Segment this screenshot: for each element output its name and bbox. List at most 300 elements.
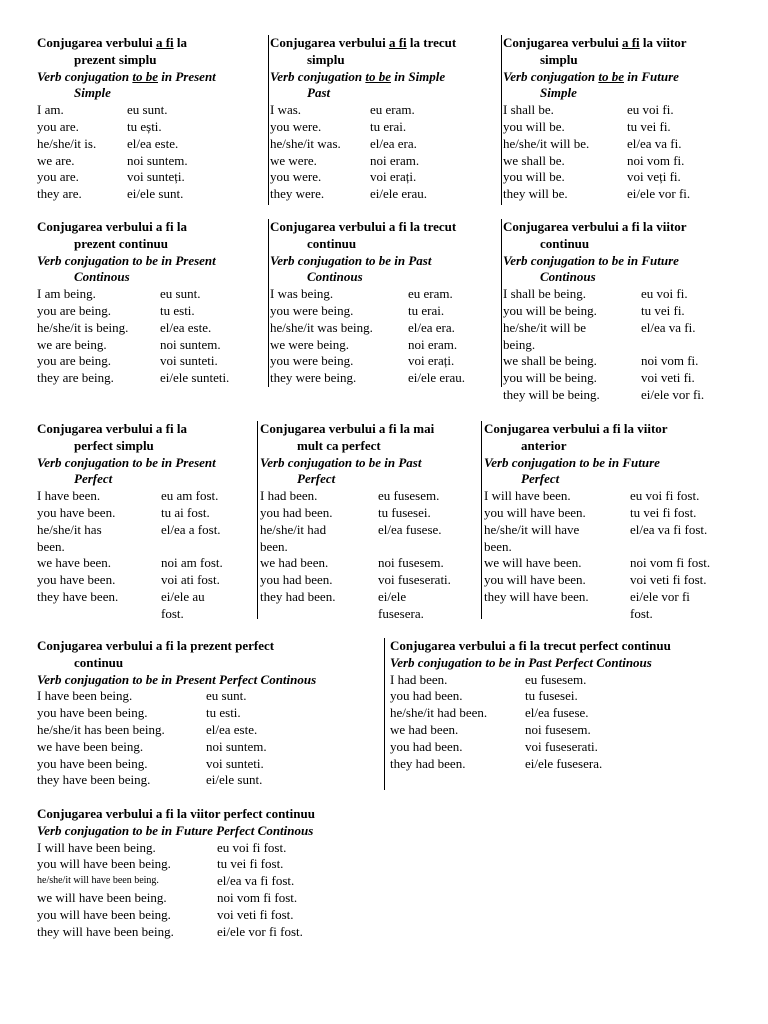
conjugation-row bbox=[37, 555, 255, 572]
conjugation-row bbox=[503, 286, 731, 303]
title-text-end: la bbox=[173, 35, 188, 50]
english-form: you are. bbox=[37, 118, 79, 134]
conjugation-row bbox=[260, 539, 478, 556]
title-text-end: la trecut bbox=[406, 35, 457, 50]
conjugation-row bbox=[37, 169, 265, 186]
section-title bbox=[260, 421, 478, 455]
romanian-form: noi am fost. bbox=[161, 555, 223, 571]
conjugation-row bbox=[37, 722, 377, 739]
conjugation-row bbox=[260, 589, 478, 606]
conjugation-row bbox=[260, 555, 478, 572]
conjugation-row bbox=[37, 522, 255, 539]
romanian-form: ei/ele fusesera. bbox=[525, 755, 603, 771]
romanian-form: ei/ele sunt. bbox=[127, 186, 184, 202]
section-subtitle bbox=[503, 253, 731, 287]
romanian-form: ei/ele au bbox=[161, 588, 205, 604]
romanian-form: ei/ele bbox=[378, 588, 407, 604]
conjugation-block-present-continuous bbox=[37, 219, 265, 387]
romanian-form: eu fusesem. bbox=[525, 671, 587, 687]
romanian-form: ei/ele erau. bbox=[408, 370, 466, 386]
subtitle-text: Verb conjugation to be in Future bbox=[484, 454, 660, 470]
section-title bbox=[37, 806, 377, 823]
conjugation-row bbox=[503, 370, 731, 387]
conjugation-row bbox=[37, 705, 377, 722]
subtitle-text: Verb conjugation bbox=[37, 68, 133, 84]
romanian-form: el/ea fusese. bbox=[378, 521, 442, 537]
section-title bbox=[37, 35, 265, 69]
english-form: they have been being. bbox=[37, 772, 151, 788]
conjugation-row bbox=[390, 672, 730, 689]
conjugation-row bbox=[484, 555, 728, 572]
english-form: you will be being. bbox=[503, 302, 597, 318]
english-form: we will have been. bbox=[484, 555, 582, 571]
section-title bbox=[37, 638, 377, 672]
english-form: I had been. bbox=[390, 671, 448, 687]
romanian-form: tu ai fost. bbox=[161, 504, 210, 520]
conjugation-block-past-perfect-continuous bbox=[390, 638, 730, 772]
conjugation-row bbox=[37, 873, 377, 890]
romanian-form: eu sunt. bbox=[127, 102, 168, 118]
english-form: we are being. bbox=[37, 336, 107, 352]
section-subtitle bbox=[37, 455, 255, 489]
subtitle-text: Verb conjugation to be in Future Perfect Continous bbox=[37, 822, 314, 838]
conjugation-row bbox=[37, 756, 377, 773]
section-subtitle bbox=[270, 253, 498, 287]
romanian-form: eu eram. bbox=[408, 286, 453, 302]
conjugation-row bbox=[37, 539, 255, 556]
romanian-form: fost. bbox=[161, 605, 184, 621]
english-form: I will have been being. bbox=[37, 839, 156, 855]
conjugation-block-future-continuous bbox=[503, 219, 731, 404]
subtitle-underlined: to be bbox=[132, 68, 158, 84]
conjugation-row bbox=[37, 907, 377, 924]
title-text: Conjugarea verbului bbox=[37, 35, 156, 50]
romanian-form: fost. bbox=[630, 605, 653, 621]
title-underlined: a fi bbox=[388, 35, 407, 50]
romanian-form: el/ea va fi. bbox=[641, 319, 696, 335]
romanian-form: el/ea va fi. bbox=[627, 135, 682, 151]
subtitle-continuation: Perfect bbox=[74, 471, 113, 487]
title-text-end: la viitor bbox=[639, 35, 687, 50]
subtitle-text: Verb conjugation to be in Future bbox=[503, 252, 679, 268]
conjugation-row bbox=[484, 505, 728, 522]
section-subtitle bbox=[37, 69, 265, 103]
english-form: he/she/it was being. bbox=[270, 319, 373, 335]
english-form: we shall be. bbox=[503, 152, 565, 168]
title-text: Conjugarea verbului bbox=[503, 35, 622, 50]
title-continuation: prezent simplu bbox=[74, 51, 157, 67]
romanian-form: voi sunteți. bbox=[127, 169, 185, 185]
romanian-form: eu sunt. bbox=[160, 286, 201, 302]
subtitle-continuation: Past bbox=[307, 85, 331, 101]
conjugation-row bbox=[270, 136, 498, 153]
conjugation-row bbox=[484, 589, 728, 606]
conjugation-row bbox=[260, 505, 478, 522]
english-form: they had been. bbox=[390, 755, 466, 771]
conjugation-row bbox=[503, 303, 731, 320]
english-form: he/she/it will be bbox=[503, 319, 587, 335]
english-form: you will have been being. bbox=[37, 856, 171, 872]
romanian-form: el/ea este. bbox=[206, 721, 258, 737]
english-form: they will be being. bbox=[503, 386, 600, 402]
section-subtitle bbox=[260, 455, 478, 489]
conjugation-row bbox=[503, 337, 731, 354]
romanian-form: eu fusesem. bbox=[378, 488, 440, 504]
romanian-form: ei/ele vor fi. bbox=[627, 186, 691, 202]
conjugation-row bbox=[37, 924, 377, 941]
title-continuation: continuu bbox=[540, 235, 590, 251]
conjugation-row bbox=[37, 153, 265, 170]
section-subtitle bbox=[37, 253, 265, 287]
english-form: they are. bbox=[37, 186, 82, 202]
english-form: we shall be being. bbox=[503, 353, 597, 369]
conjugation-row bbox=[37, 505, 255, 522]
english-form: we had been. bbox=[390, 721, 459, 737]
romanian-form: ei/ele sunteti. bbox=[160, 370, 230, 386]
romanian-form: voi erați. bbox=[370, 169, 417, 185]
conjugation-row bbox=[270, 370, 498, 387]
column-divider bbox=[257, 421, 258, 619]
title-text: Conjugarea verbului a fi la bbox=[37, 219, 187, 234]
conjugation-block-past-perfect bbox=[260, 421, 478, 623]
conjugation-row bbox=[260, 522, 478, 539]
english-form: they will have been. bbox=[484, 588, 589, 604]
title-underlined: a fi bbox=[155, 35, 174, 50]
conjugation-row bbox=[37, 286, 265, 303]
english-form: we will have been being. bbox=[37, 889, 167, 905]
subtitle-continuation: Continous bbox=[540, 269, 596, 285]
conjugation-row bbox=[37, 739, 377, 756]
english-form: I was. bbox=[270, 102, 302, 118]
romanian-form: ei/ele vor fi. bbox=[641, 386, 705, 402]
romanian-form: noi vom fi. bbox=[641, 353, 699, 369]
title-text: Conjugarea verbului a fi la prezent perfect bbox=[37, 638, 275, 653]
romanian-form: voi ati fost. bbox=[161, 572, 220, 588]
romanian-form: eu am fost. bbox=[161, 488, 219, 504]
conjugation-block-future-simple bbox=[503, 35, 731, 203]
english-form: I have been being. bbox=[37, 688, 133, 704]
title-text: Conjugarea verbului a fi la trecut bbox=[270, 219, 457, 234]
english-form: you were. bbox=[270, 118, 322, 134]
column-divider bbox=[501, 35, 502, 205]
title-continuation: mult ca perfect bbox=[297, 437, 381, 453]
conjugation-row bbox=[270, 153, 498, 170]
english-form: you will be being. bbox=[503, 370, 597, 386]
title-text: Conjugarea verbului a fi la viitor bbox=[484, 421, 668, 436]
conjugation-row bbox=[37, 337, 265, 354]
romanian-form: noi fusesem. bbox=[525, 721, 591, 737]
romanian-form: noi eram. bbox=[408, 336, 458, 352]
title-continuation: simplu bbox=[307, 51, 345, 67]
romanian-form: noi vom fi fost. bbox=[217, 889, 298, 905]
subtitle-continuation: Continous bbox=[74, 269, 130, 285]
english-form: you are being. bbox=[37, 353, 112, 369]
english-form: been. bbox=[484, 538, 512, 554]
romanian-form: eu voi fi. bbox=[627, 102, 674, 118]
english-form: I am. bbox=[37, 102, 64, 118]
conjugation-row bbox=[503, 186, 731, 203]
romanian-form: ei/ele sunt. bbox=[206, 772, 263, 788]
subtitle-text: Verb conjugation to be in Present Perfect Continous bbox=[37, 671, 317, 687]
conjugation-row bbox=[270, 303, 498, 320]
romanian-form: noi eram. bbox=[370, 152, 420, 168]
conjugation-row bbox=[37, 606, 255, 623]
romanian-form: tu vei fi fost. bbox=[217, 856, 284, 872]
romanian-form: tu vei fi. bbox=[641, 302, 685, 318]
column-divider bbox=[481, 421, 482, 619]
conjugation-row bbox=[37, 856, 377, 873]
conjugation-row bbox=[270, 186, 498, 203]
romanian-form: tu erai. bbox=[370, 118, 407, 134]
romanian-form: fusesera. bbox=[378, 605, 424, 621]
conjugation-row bbox=[270, 286, 498, 303]
conjugation-row bbox=[503, 119, 731, 136]
english-form: you are being. bbox=[37, 302, 112, 318]
conjugation-row bbox=[503, 353, 731, 370]
subtitle-continuation: Continous bbox=[307, 269, 363, 285]
conjugation-row bbox=[390, 756, 730, 773]
english-form: we are. bbox=[37, 152, 75, 168]
english-form: I had been. bbox=[260, 488, 318, 504]
romanian-form: noi vom fi fost. bbox=[630, 555, 711, 571]
english-form: you were being. bbox=[270, 353, 354, 369]
english-form: he/she/it had bbox=[260, 521, 327, 537]
english-form: he/she/it has bbox=[37, 521, 102, 537]
romanian-form: el/ea a fost. bbox=[161, 521, 221, 537]
romanian-form: tu esti. bbox=[206, 705, 241, 721]
title-continuation: continuu bbox=[307, 235, 357, 251]
english-form: you are. bbox=[37, 169, 79, 185]
romanian-form: noi suntem. bbox=[160, 336, 221, 352]
romanian-form: el/ea va fi fost. bbox=[630, 521, 708, 537]
english-form: he/she/it had been. bbox=[390, 705, 488, 721]
conjugation-row bbox=[270, 119, 498, 136]
english-form: I was being. bbox=[270, 286, 334, 302]
conjugation-row bbox=[390, 688, 730, 705]
conjugation-row bbox=[270, 102, 498, 119]
conjugation-row bbox=[484, 522, 728, 539]
conjugation-row bbox=[260, 488, 478, 505]
english-form: you were being. bbox=[270, 302, 354, 318]
subtitle-text: Verb conjugation to be in Present bbox=[37, 252, 216, 268]
subtitle-text: Verb conjugation to be in Past Perfect Continous bbox=[390, 654, 652, 670]
subtitle-text: Verb conjugation bbox=[270, 68, 366, 84]
english-form: we have been. bbox=[37, 555, 111, 571]
romanian-form: tu vei fi fost. bbox=[630, 504, 697, 520]
title-continuation: simplu bbox=[540, 51, 578, 67]
section-title bbox=[270, 219, 498, 253]
conjugation-row bbox=[484, 572, 728, 589]
english-form: been. bbox=[260, 538, 288, 554]
romanian-form: noi vom fi. bbox=[627, 152, 685, 168]
conjugation-row bbox=[390, 739, 730, 756]
romanian-form: voi sunteti. bbox=[160, 353, 218, 369]
subtitle-text: Verb conjugation to be in Past bbox=[260, 454, 422, 470]
section-title bbox=[390, 638, 730, 655]
conjugation-row bbox=[37, 370, 265, 387]
english-form: I am being. bbox=[37, 286, 96, 302]
column-divider bbox=[268, 219, 269, 387]
english-form: you will be. bbox=[503, 118, 565, 134]
section-title bbox=[37, 219, 265, 253]
title-continuation: perfect simplu bbox=[74, 437, 154, 453]
romanian-form: eu sunt. bbox=[206, 688, 247, 704]
conjugation-row bbox=[37, 186, 265, 203]
conjugation-row bbox=[503, 169, 731, 186]
section-title bbox=[503, 35, 731, 69]
title-text: Conjugarea verbului a fi la viitor perfect continuu bbox=[37, 806, 315, 821]
english-form: they have been. bbox=[37, 588, 119, 604]
english-form: he/she/it is. bbox=[37, 135, 97, 151]
romanian-form: noi fusesem. bbox=[378, 555, 444, 571]
english-form: we were. bbox=[270, 152, 317, 168]
english-form bbox=[260, 606, 378, 623]
english-form: I shall be. bbox=[503, 102, 554, 118]
romanian-form: voi sunteti. bbox=[206, 755, 264, 771]
conjugation-row bbox=[503, 387, 731, 404]
english-form: you had been. bbox=[390, 738, 463, 754]
english-form: they were being. bbox=[270, 370, 357, 386]
column-divider bbox=[268, 35, 269, 205]
english-form: you have been. bbox=[37, 572, 116, 588]
romanian-form: eu eram. bbox=[370, 102, 415, 118]
english-form: he/she/it will have bbox=[484, 521, 580, 537]
english-form: they will be. bbox=[503, 186, 568, 202]
conjugation-block-past-simple bbox=[270, 35, 498, 203]
conjugation-row bbox=[37, 119, 265, 136]
english-form: we were being. bbox=[270, 336, 350, 352]
subtitle-underlined: to be bbox=[365, 68, 391, 84]
conjugation-row bbox=[37, 488, 255, 505]
romanian-form: eu voi fi. bbox=[641, 286, 688, 302]
english-form: he/she/it was. bbox=[270, 135, 341, 151]
romanian-form: eu voi fi fost. bbox=[217, 839, 287, 855]
title-text: Conjugarea verbului a fi la viitor bbox=[503, 219, 687, 234]
title-text: Conjugarea verbului a fi la trecut perfect continuu bbox=[390, 638, 671, 653]
romanian-form: tu fusesei. bbox=[525, 688, 578, 704]
conjugation-row bbox=[260, 606, 478, 623]
conjugation-block-future-perfect bbox=[484, 421, 728, 623]
conjugation-row bbox=[270, 169, 498, 186]
conjugation-block-present-perfect bbox=[37, 421, 255, 623]
conjugation-row bbox=[37, 303, 265, 320]
subtitle-continuation: Perfect bbox=[521, 471, 560, 487]
romanian-form: tu vei fi. bbox=[627, 118, 671, 134]
romanian-form: voi veți fi. bbox=[627, 169, 681, 185]
conjugation-row bbox=[260, 572, 478, 589]
title-continuation: continuu bbox=[74, 654, 124, 670]
conjugation-row bbox=[37, 772, 377, 789]
conjugation-block-future-perfect-continuous bbox=[37, 806, 377, 940]
conjugation-row bbox=[484, 539, 728, 556]
section-title bbox=[37, 421, 255, 455]
english-form: you have been being. bbox=[37, 755, 148, 771]
title-continuation: prezent continuu bbox=[74, 235, 169, 251]
romanian-form: el/ea era. bbox=[370, 135, 417, 151]
subtitle-continuation: Perfect bbox=[297, 471, 336, 487]
romanian-form: el/ea fusese. bbox=[525, 705, 589, 721]
subtitle-text: Verb conjugation to be in Past bbox=[270, 252, 432, 268]
section-subtitle bbox=[37, 672, 377, 689]
conjugation-row bbox=[37, 320, 265, 337]
english-form bbox=[37, 606, 161, 623]
section-title bbox=[270, 35, 498, 69]
section-subtitle bbox=[390, 655, 730, 672]
english-form: you had been. bbox=[260, 572, 333, 588]
romanian-form: tu fusesei. bbox=[378, 504, 431, 520]
subtitle-underlined: to be bbox=[598, 68, 624, 84]
conjugation-row bbox=[37, 102, 265, 119]
english-form: you will have been. bbox=[484, 504, 586, 520]
romanian-form: voi veti fi fost. bbox=[630, 572, 707, 588]
section-subtitle bbox=[37, 823, 377, 840]
conjugation-row bbox=[503, 102, 731, 119]
english-form: you will be. bbox=[503, 169, 565, 185]
english-form: they are being. bbox=[37, 370, 114, 386]
romanian-form: el/ea va fi fost. bbox=[217, 873, 295, 889]
conjugation-block-past-continuous bbox=[270, 219, 498, 387]
romanian-form: voi erați. bbox=[408, 353, 455, 369]
english-form: you will have been. bbox=[484, 572, 586, 588]
romanian-form: ei/ele vor fi fost. bbox=[217, 923, 303, 939]
english-form: I shall be being. bbox=[503, 286, 587, 302]
english-form: I have been. bbox=[37, 488, 101, 504]
english-form: being. bbox=[503, 336, 536, 352]
romanian-form: voi fuseserati. bbox=[378, 572, 451, 588]
conjugation-row bbox=[390, 722, 730, 739]
romanian-form: el/ea era. bbox=[408, 319, 455, 335]
english-form bbox=[484, 606, 630, 623]
english-form: we have been being. bbox=[37, 738, 144, 754]
conjugation-row bbox=[484, 606, 728, 623]
conjugation-row bbox=[37, 572, 255, 589]
title-underlined: a fi bbox=[621, 35, 640, 50]
conjugation-row bbox=[37, 136, 265, 153]
romanian-form: tu erai. bbox=[408, 302, 445, 318]
english-form: he/she/it is being. bbox=[37, 319, 129, 335]
subtitle-text-end: in Present bbox=[158, 68, 216, 84]
english-form: you have been being. bbox=[37, 705, 148, 721]
romanian-form: ei/ele erau. bbox=[370, 186, 428, 202]
title-text: Conjugarea verbului bbox=[270, 35, 389, 50]
conjugation-row bbox=[37, 589, 255, 606]
english-form: we had been. bbox=[260, 555, 329, 571]
conjugation-row bbox=[503, 320, 731, 337]
conjugation-block-present-simple bbox=[37, 35, 265, 203]
subtitle-text-end: in Future bbox=[624, 68, 679, 84]
english-form: he/she/it will be. bbox=[503, 135, 590, 151]
conjugation-row bbox=[37, 688, 377, 705]
conjugation-row bbox=[390, 705, 730, 722]
section-subtitle bbox=[484, 455, 728, 489]
conjugation-block-present-perfect-continuous bbox=[37, 638, 377, 789]
romanian-form: el/ea este. bbox=[127, 135, 179, 151]
conjugation-row bbox=[270, 353, 498, 370]
romanian-form: tu esti. bbox=[160, 302, 195, 318]
subtitle-text: Verb conjugation bbox=[503, 68, 599, 84]
column-divider bbox=[501, 219, 502, 387]
conjugation-row bbox=[484, 488, 728, 505]
conjugation-row bbox=[503, 153, 731, 170]
english-form: you have been. bbox=[37, 504, 116, 520]
romanian-form: voi fuseserati. bbox=[525, 738, 598, 754]
conjugation-row bbox=[37, 353, 265, 370]
title-continuation: anterior bbox=[521, 437, 567, 453]
column-divider bbox=[384, 638, 385, 790]
english-form: you had been. bbox=[260, 504, 333, 520]
romanian-form: noi suntem. bbox=[127, 152, 188, 168]
subtitle-continuation: Simple bbox=[74, 85, 111, 101]
